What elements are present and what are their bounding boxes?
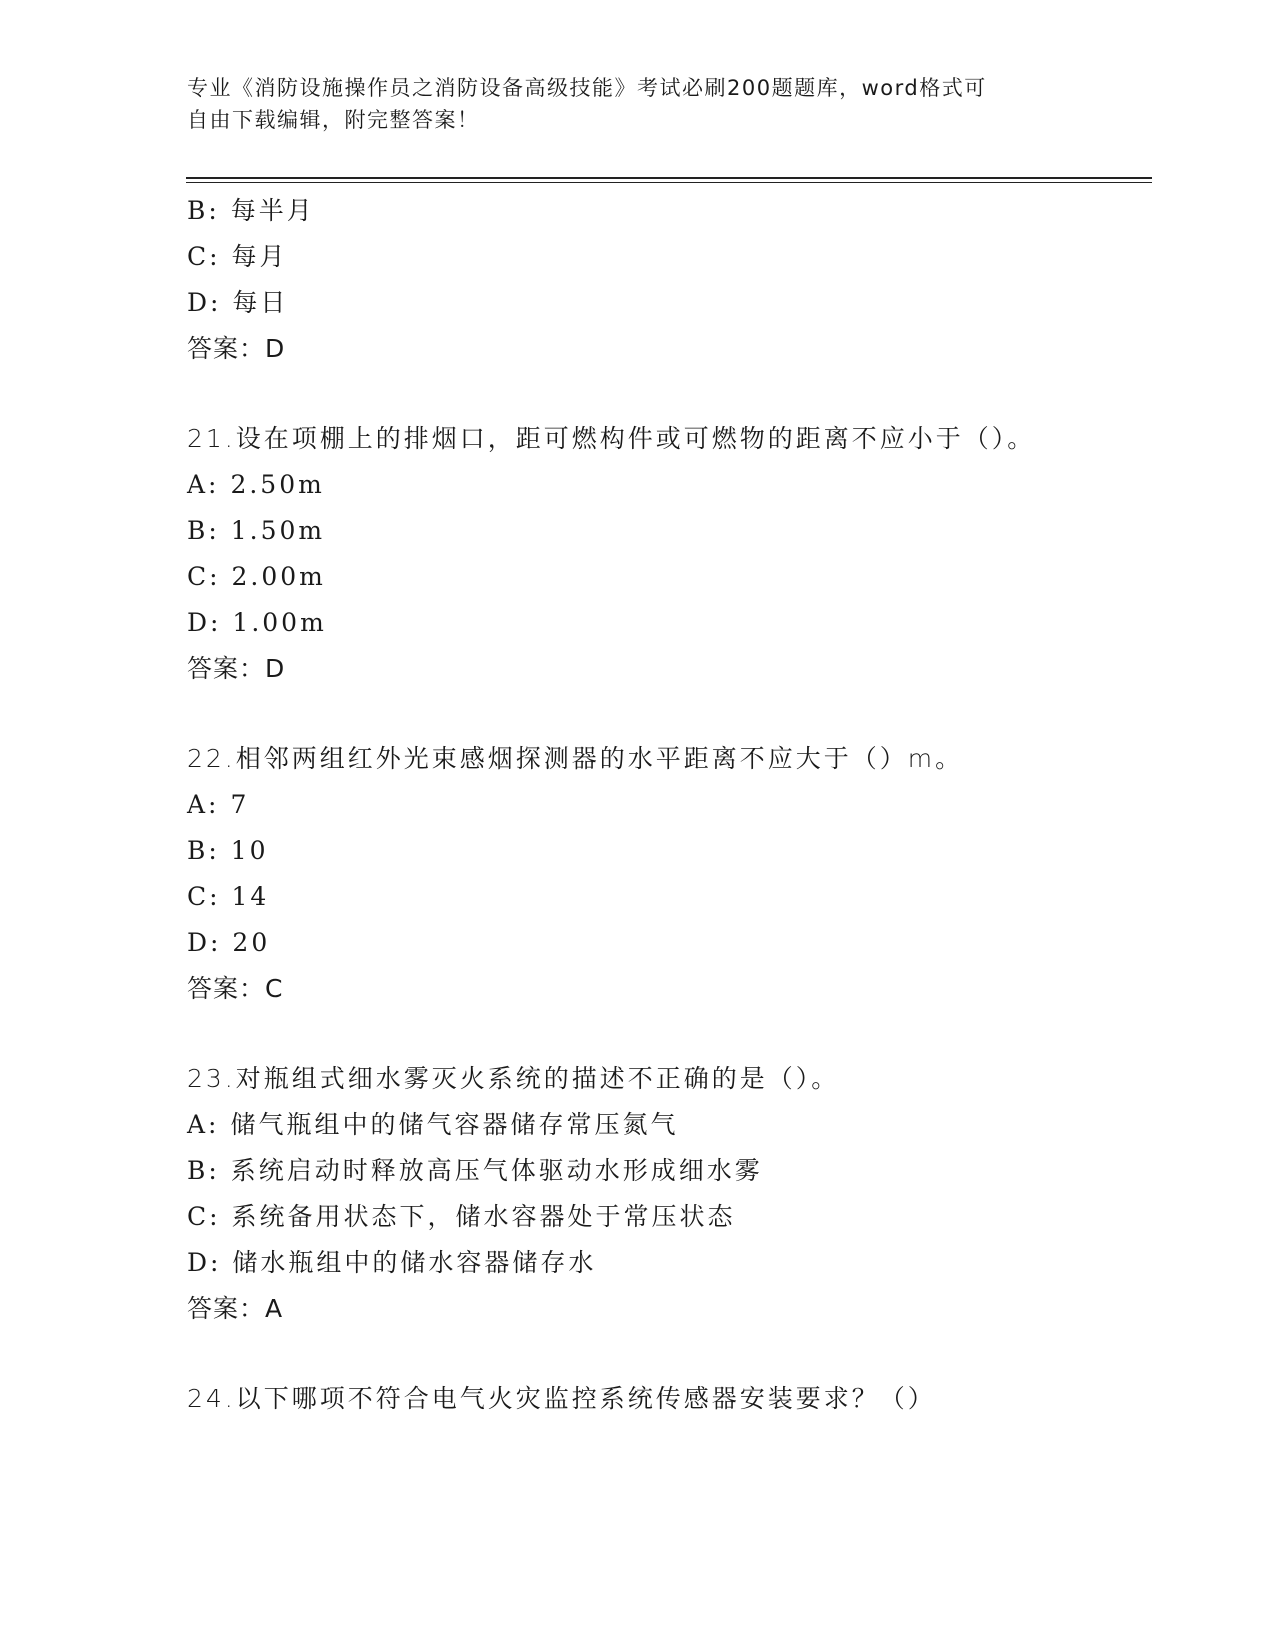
option-b: B: 系统启动时释放高压气体驱动水形成细水雾 (187, 1156, 763, 1185)
answer-line: 答案：A (187, 1294, 284, 1323)
option-b: B: 1.50m (187, 516, 326, 545)
question-stem: 23.对瓶组式细水雾灭火系统的描述不正确的是（）。 (187, 1064, 840, 1093)
option-b: B: 10 (187, 836, 269, 865)
option-c: C: 系统备用状态下，储水容器处于常压状态 (187, 1202, 736, 1231)
question-23 (187, 1056, 1147, 1332)
question-20-continued (187, 188, 1147, 372)
option-a: A: 2.50m (187, 470, 325, 499)
question-21 (187, 416, 1147, 692)
option-c: C: 14 (187, 882, 270, 911)
question-stem: 22.相邻两组红外光束感烟探测器的水平距离不应大于（）m。 (187, 744, 964, 773)
question-stem: 21.设在项棚上的排烟口，距可燃构件或可燃物的距离不应小于（）。 (187, 424, 1036, 453)
header-divider (186, 177, 1152, 179)
header-line-2: 自由下载编辑，附完整答案！ (187, 108, 480, 132)
option-d: D: 每日 (187, 288, 289, 317)
answer-line: 答案：C (187, 974, 284, 1003)
header-divider-thin (186, 182, 1152, 183)
question-list (187, 188, 1147, 1422)
option-a: A: 7 (187, 790, 250, 819)
option-d: D: 20 (187, 928, 271, 957)
document-header (187, 72, 1067, 136)
question-22 (187, 736, 1147, 1012)
header-line-1: 专业《消防设施操作员之消防设备高级技能》考试必刷200题题库，word格式可 (187, 76, 987, 100)
answer-line: 答案：D (187, 654, 286, 683)
option-c: C: 每月 (187, 242, 288, 271)
option-d: D: 储水瓶组中的储水容器储存水 (187, 1248, 597, 1277)
answer-line: 答案：D (187, 334, 286, 363)
question-24 (187, 1376, 1147, 1422)
option-a: A: 储气瓶组中的储气容器储存常压氮气 (187, 1110, 679, 1139)
option-d: D: 1.00m (187, 608, 327, 637)
option-c: C: 2.00m (187, 562, 326, 591)
option-b: B: 每半月 (187, 196, 315, 225)
question-stem: 24.以下哪项不符合电气火灾监控系统传感器安装要求？（） (187, 1384, 936, 1413)
